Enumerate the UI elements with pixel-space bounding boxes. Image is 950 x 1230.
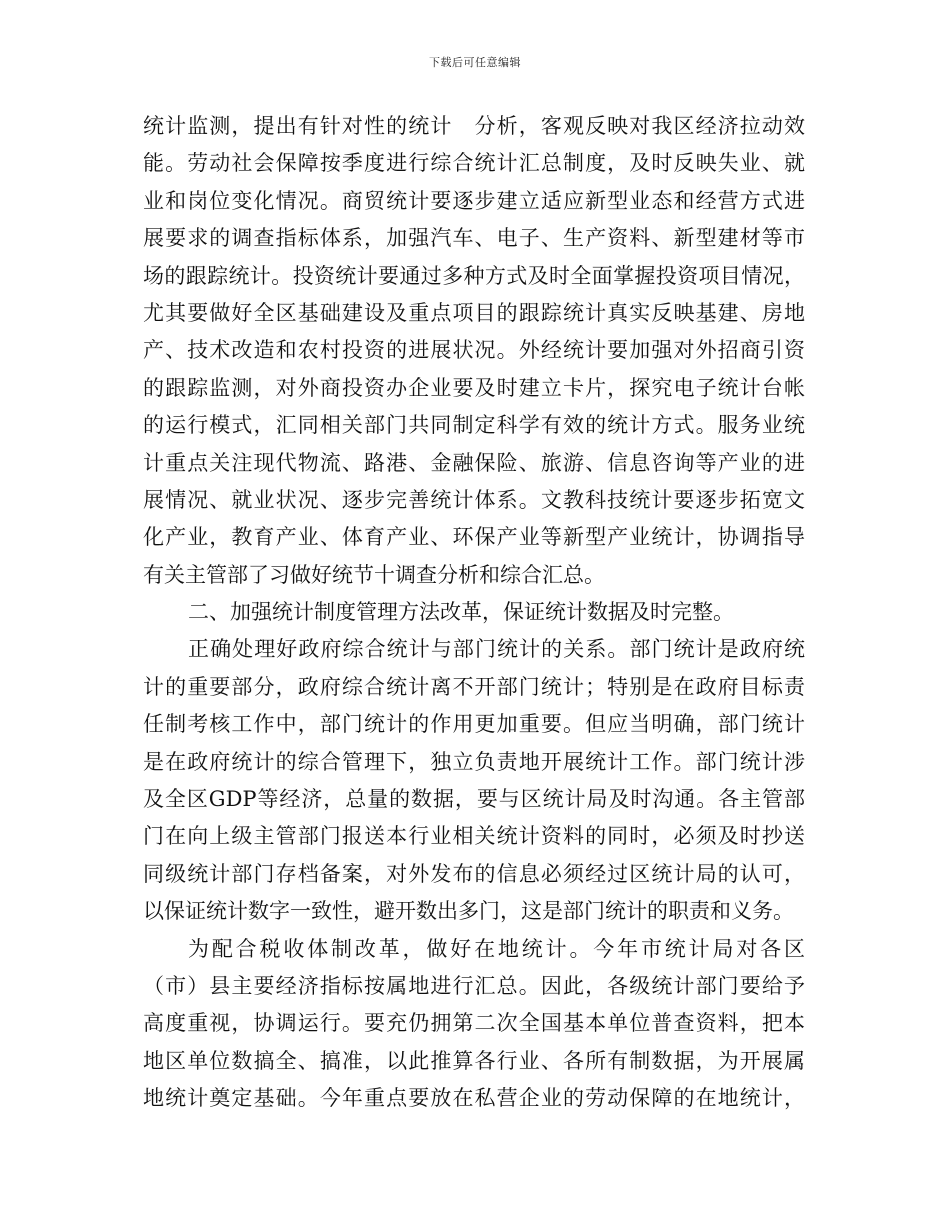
paragraph-first-line: 正确处理好政府综合统计与部门统计的关系。部门统计是政府统 — [188, 637, 805, 662]
text-line: 能。劳动社会保障按季度进行综合统计汇总制度，及时反映失业、就 — [143, 151, 805, 176]
paragraph-first-line: 为配合税收体制改革，做好在地统计。今年市统计局对各区 — [188, 936, 805, 961]
text-line: 门在向上级主管部门报送本行业相关统计资料的同时，必须及时抄送 — [143, 824, 805, 849]
text-line: 同级统计部门存档备案，对外发布的信息必须经过区统计局的认可， — [143, 861, 805, 886]
text-line: 计的重要部分，政府综合统计离不开部门统计；特别是在政府目标责 — [143, 674, 805, 699]
text-line: 展要求的调查指标体系，加强汽车、电子、生产资料、新型建材等市 — [143, 226, 805, 251]
text-line: 及全区GDP等经济，总量的数据，要与区统计局及时沟通。各主管部 — [143, 787, 805, 812]
text-line: 统计监测，提出有针对性的统计 分析，客观反映对我区经济拉动效 — [143, 114, 805, 138]
text-line: 地统计奠定基础。今年重点要放在私营企业的劳动保障的在地统计， — [143, 1086, 805, 1111]
text-line: 是在政府统计的综合管理下，独立负责地开展统计工作。部门统计涉 — [143, 749, 805, 774]
document-body — [143, 108, 805, 1118]
text-line: 尤其要做好全区基础建设及重点项目的跟踪统计真实反映基建、房地 — [143, 300, 805, 325]
text-line: 以保证统计数字一致性，避开数出多门，这是部门统计的职责和义务。 — [143, 899, 794, 924]
text-line: 计重点关注现代物流、路港、金融保险、旅游、信息咨询等产业的进 — [143, 450, 805, 475]
section-heading: 二、加强统计制度管理方法改革，保证统计数据及时完整。 — [188, 600, 734, 625]
text-line: 的运行模式，汇同相关部门共同制定科学有效的统计方式。服务业统 — [143, 413, 805, 438]
text-line: 场的跟踪统计。投资统计要通过多种方式及时全面掌握投资项目情况， — [143, 263, 805, 288]
text-line: 任制考核工作中，部门统计的作用更加重要。但应当明确，部门统计 — [143, 712, 805, 737]
text-line: 有关主管部了习做好统节十调查分析和综合汇总。 — [143, 562, 605, 587]
text-line: 化产业，教育产业、体育产业、环保产业等新型产业统计，协调指导 — [143, 525, 805, 550]
text-line: 产、技术改造和农村投资的进展状况。外经统计要加强对外招商引资 — [143, 338, 805, 363]
text-line: 地区单位数搞全、搞准，以此推算各行业、各所有制数据，为开展属 — [143, 1048, 805, 1073]
text-line: 展情况、就业状况、逐步完善统计体系。文教科技统计要逐步拓宽文 — [143, 487, 805, 512]
text-line: 业和岗位变化情况。商贸统计要逐步建立适应新型业态和经营方式进 — [143, 188, 805, 213]
text-line: 的跟踪监测，对外商投资办企业要及时建立卡片，探究电子统计台帐 — [143, 375, 805, 400]
page-header: 下载后可任意编辑 — [429, 56, 521, 69]
text-line: （市）县主要经济指标按属地进行汇总。因此，各级统计部门要给予 — [143, 973, 805, 998]
text-line: 高度重视，协调运行。要充仍拥第二次全国基本单位普查资料，把本 — [143, 1011, 805, 1036]
